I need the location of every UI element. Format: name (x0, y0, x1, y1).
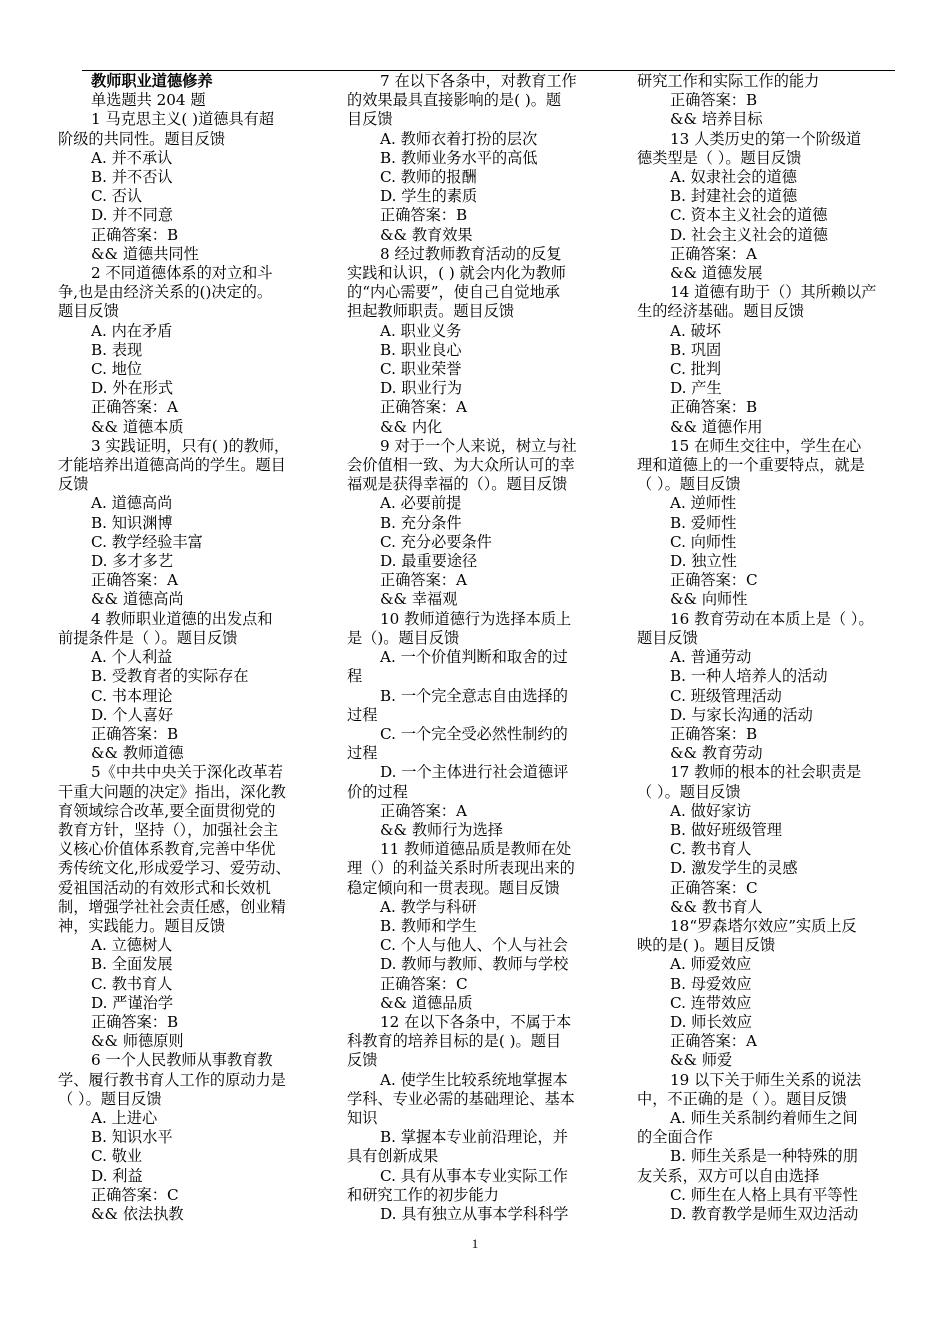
answer-option: C. 具有从事本专业实际工作 (380, 1166, 568, 1185)
answer-option: B. 教师和学生 (380, 916, 477, 935)
knowledge-point: && 培养目标 (670, 110, 763, 129)
knowledge-point: && 道德共同性 (91, 244, 199, 263)
text-line: 15 在师生交往中，学生在心 (670, 436, 862, 455)
correct-answer: 正确答案：A (91, 398, 178, 417)
text-line: 理（）的利益关系时所表现出来的 (347, 859, 575, 878)
answer-option: D. 独立性 (670, 552, 737, 571)
knowledge-point: && 教育效果 (380, 225, 473, 244)
text-line: 过程 (347, 744, 378, 763)
answer-option: C. 连带效应 (670, 993, 752, 1012)
knowledge-point: && 依法执教 (91, 1204, 184, 1223)
knowledge-point: && 道德发展 (670, 264, 763, 283)
answer-option: B. 做好班级管理 (670, 820, 782, 839)
answer-option: B. 职业良心 (380, 340, 462, 359)
answer-option: D. 激发学生的灵感 (670, 859, 798, 878)
text-line: 单选题共 204 题 (91, 91, 206, 110)
answer-option: B. 母爱效应 (670, 974, 752, 993)
text-line: （ ）。题目反馈 (637, 782, 741, 801)
text-line: 和研究工作的初步能力 (347, 1185, 499, 1204)
answer-option: A. 职业义务 (380, 321, 462, 340)
text-line: 反馈 (58, 475, 89, 494)
answer-option: B. 受教育者的实际存在 (91, 667, 249, 686)
answer-option: A. 必要前提 (380, 494, 462, 513)
answer-option: D. 严谨治学 (91, 993, 174, 1012)
correct-answer: 正确答案：B (670, 724, 758, 743)
text-line: 科教育的培养目标的是( )。题目 (347, 1032, 562, 1051)
text-line: （ ）。题目反馈 (58, 1089, 162, 1108)
correct-answer: 正确答案：B (91, 1012, 179, 1031)
answer-option: B. 充分条件 (380, 513, 462, 532)
answer-option: B. 爱师性 (670, 513, 737, 532)
text-line: 德类型是（ ）。题目反馈 (637, 148, 802, 167)
answer-option: D. 一个主体进行社会道德评 (380, 763, 569, 782)
answer-option: C. 书本理论 (91, 686, 173, 705)
correct-answer: 正确答案：B (670, 91, 758, 110)
answer-option: B. 教师业务水平的高低 (380, 148, 538, 167)
text-line: 才能培养出道德高尚的学生。题目 (58, 456, 286, 475)
text-line: 3 实践证明，只有( )的教师， (91, 436, 290, 455)
text-column-3 (637, 72, 899, 1224)
answer-option: A. 破坏 (670, 321, 721, 340)
answer-option: D. 学生的素质 (380, 187, 478, 206)
answer-option: C. 充分必要条件 (380, 532, 492, 551)
answer-option: D. 教育教学是师生双边活动 (670, 1204, 859, 1223)
text-line: 学、履行教书育人工作的原动力是 (58, 1070, 286, 1089)
text-line: 7 在以下各条中，对教育工作 (380, 72, 577, 90)
text-line: 秀传统文化,形成爱学习、爱劳动、 (58, 859, 291, 878)
answer-option: B. 并不否认 (91, 168, 173, 187)
answer-option: A. 师爱效应 (670, 955, 752, 974)
text-line: 19 以下关于师生关系的说法 (670, 1070, 862, 1089)
answer-option: D. 外在形式 (91, 379, 174, 398)
text-line: 过程 (347, 705, 378, 724)
text-line: 教育方针，坚持（），加强社会主 (58, 820, 279, 839)
correct-answer: 正确答案：C (380, 974, 468, 993)
answer-option: A. 个人利益 (91, 648, 173, 667)
text-line: 的全面合作 (637, 1128, 713, 1147)
text-line: 题目反馈 (637, 628, 698, 647)
correct-answer: 正确答案：A (670, 244, 757, 263)
text-line: 4 教师职业道德的出发点和 (91, 609, 273, 628)
text-line: 生的经济基础。题目反馈 (637, 302, 805, 321)
answer-option: D. 多才多艺 (91, 552, 174, 571)
text-line: 稳定倾向和一贯表现。题目反馈 (347, 878, 560, 897)
text-line: 12 在以下各条中，不属于本 (380, 1012, 572, 1031)
text-line: 8 经过教师教育活动的反复 (380, 244, 562, 263)
answer-option: B. 知识渊博 (91, 513, 173, 532)
knowledge-point: && 道德作用 (670, 417, 763, 436)
text-column-2 (347, 72, 609, 1224)
text-line: 知识 (347, 1108, 378, 1127)
correct-answer: 正确答案：C (670, 571, 758, 590)
text-line: 10 教师道德行为选择本质上 (380, 609, 572, 628)
answer-option: C. 教书育人 (91, 974, 173, 993)
answer-option: A. 立德树人 (91, 936, 173, 955)
text-line: 友关系，双方可以自由选择 (637, 1166, 820, 1185)
text-line: 价的过程 (347, 782, 408, 801)
knowledge-point: && 教师行为选择 (380, 820, 503, 839)
answer-option: D. 教师与教师、教师与学校 (380, 955, 569, 974)
text-line: 13 人类历史的第一个阶级道 (670, 129, 862, 148)
answer-option: A. 并不承认 (91, 148, 173, 167)
answer-option: D. 个人喜好 (91, 705, 174, 724)
knowledge-point: && 幸福观 (380, 590, 458, 609)
answer-option: C. 否认 (91, 187, 143, 206)
text-line: 具有创新成果 (347, 1147, 439, 1166)
answer-option: A. 教师衣着打扮的层次 (380, 129, 538, 148)
answer-option: B. 全面发展 (91, 955, 173, 974)
answer-option: C. 教师的报酬 (380, 168, 477, 187)
text-line: 反馈 (347, 1051, 378, 1070)
text-line: 爱祖国活动的有效形式和长效机 (58, 878, 271, 897)
knowledge-point: && 道德本质 (91, 417, 184, 436)
text-line: 中，不正确的是（ ）。题目反馈 (637, 1089, 847, 1108)
text-line: 映的是( )。题目反馈 (637, 936, 776, 955)
text-column-1 (58, 72, 320, 1224)
text-line: 14 道德有助于（）其所赖以产 (670, 283, 877, 302)
text-line: 程 (347, 667, 363, 686)
text-line: 理和道德上的一个重要特点，就是 (637, 456, 865, 475)
answer-option: D. 师长效应 (670, 1012, 753, 1031)
page-number: 1 (471, 1236, 479, 1251)
answer-option: A. 奴隶社会的道德 (670, 168, 797, 187)
knowledge-point: && 教育劳动 (670, 744, 763, 763)
answer-option: B. 一个完全意志自由选择的 (380, 686, 568, 705)
answer-option: C. 教学经验丰富 (91, 532, 203, 551)
knowledge-point: && 教师道德 (91, 744, 184, 763)
knowledge-point: && 内化 (380, 417, 443, 436)
knowledge-point: && 教书育人 (670, 897, 763, 916)
text-line: 研究工作和实际工作的能力 (637, 72, 820, 90)
knowledge-point: && 向师性 (670, 590, 748, 609)
answer-option: A. 道德高尚 (91, 494, 173, 513)
text-line: 的效果最具直接影响的是( )。题 (347, 91, 562, 110)
answer-option: C. 一个完全受必然性制约的 (380, 724, 568, 743)
answer-option: C. 师生在人格上具有平等性 (670, 1185, 858, 1204)
answer-option: C. 敬业 (91, 1147, 143, 1166)
text-line: 题目反馈 (58, 302, 119, 321)
answer-option: D. 产生 (670, 379, 722, 398)
answer-option: A. 普通劳动 (670, 648, 752, 667)
text-line: 前提条件是（ ）。题目反馈 (58, 628, 238, 647)
answer-option: A. 逆师性 (670, 494, 737, 513)
text-line: 制，增强学社社会责任感，创业精 (58, 897, 286, 916)
text-line: 16 教育劳动在本质上是（ ）。 (670, 609, 874, 628)
knowledge-point: && 师爱 (670, 1051, 733, 1070)
text-line: 的“内心需要”，使自己自觉地承 (347, 283, 560, 302)
text-line: 18“罗森塔尔效应”实质上反 (670, 916, 857, 935)
answer-option: A. 做好家访 (670, 801, 752, 820)
text-line: 是（)。题目反馈 (347, 628, 460, 647)
answer-option: B. 一种人培养人的活动 (670, 667, 828, 686)
correct-answer: 正确答案：B (91, 225, 179, 244)
answer-option: C. 地位 (91, 360, 143, 379)
answer-option: C. 资本主义社会的道德 (670, 206, 828, 225)
knowledge-point: && 师德原则 (91, 1032, 184, 1051)
text-line: 学科、专业必需的基础理论、基本 (347, 1089, 575, 1108)
answer-option: C. 班级管理活动 (670, 686, 782, 705)
text-line: 争,也是由经济关系的()决定的。 (58, 283, 273, 302)
text-line: 神，实践能力。题目反馈 (58, 916, 226, 935)
answer-option: D. 与家长沟通的活动 (670, 705, 813, 724)
text-line: 2 不同道德体系的对立和斗 (91, 264, 273, 283)
document-title: 教师职业道德修养 (91, 72, 213, 90)
answer-option: A. 师生关系制约着师生之间 (670, 1108, 858, 1127)
answer-option: B. 师生关系是一种特殊的朋 (670, 1147, 858, 1166)
text-line: 会价值相一致、为大众所认可的幸 (347, 456, 575, 475)
answer-option: B. 知识水平 (91, 1128, 173, 1147)
correct-answer: 正确答案：C (91, 1185, 179, 1204)
correct-answer: 正确答案：B (670, 398, 758, 417)
text-line: 17 教师的根本的社会职责是 (670, 763, 862, 782)
text-line: 1 马克思主义( )道德具有超 (91, 110, 275, 129)
answer-option: C. 向师性 (670, 532, 737, 551)
text-line: 11 教师道德品质是教师在处 (380, 840, 572, 859)
text-line: 干重大问题的决定》指出，深化教 (58, 782, 286, 801)
text-line: 目反馈 (347, 110, 393, 129)
correct-answer: 正确答案：C (670, 878, 758, 897)
answer-option: C. 批判 (670, 360, 722, 379)
answer-option: B. 表现 (91, 340, 143, 359)
text-line: 福观是获得幸福的（）。题目反馈 (347, 475, 568, 494)
answer-option: C. 个人与他人、个人与社会 (380, 936, 568, 955)
answer-option: B. 巩固 (670, 340, 722, 359)
answer-option: A. 内在矛盾 (91, 321, 173, 340)
text-line: 阶级的共同性。题目反馈 (58, 129, 226, 148)
answer-option: C. 教书育人 (670, 840, 752, 859)
answer-option: D. 职业行为 (380, 379, 463, 398)
text-line: （ ）。题目反馈 (637, 475, 741, 494)
answer-option: A. 使学生比较系统地掌握本 (380, 1070, 568, 1089)
answer-option: D. 社会主义社会的道德 (670, 225, 828, 244)
text-line: 6 一个人民教师从事教育教 (91, 1051, 273, 1070)
correct-answer: 正确答案：A (380, 801, 467, 820)
answer-option: D. 具有独立从事本学科科学 (380, 1204, 569, 1223)
correct-answer: 正确答案：A (380, 398, 467, 417)
correct-answer: 正确答案：A (670, 1032, 757, 1051)
answer-option: D. 最重要途径 (380, 552, 478, 571)
answer-option: B. 掌握本专业前沿理论，并 (380, 1128, 568, 1147)
answer-option: B. 封建社会的道德 (670, 187, 798, 206)
answer-option: D. 利益 (91, 1166, 143, 1185)
text-line: 义核心价值体系教育,完善中华优 (58, 840, 276, 859)
header-rule (82, 70, 895, 71)
text-line: 育领域综合改革,要全面贯彻党的 (58, 801, 276, 820)
answer-option: A. 一个价值判断和取舍的过 (380, 648, 568, 667)
correct-answer: 正确答案：A (380, 571, 467, 590)
text-line: 担起教师职责。题目反馈 (347, 302, 515, 321)
text-line: 5《中共中央关于深化改革若 (91, 763, 283, 782)
text-line: 实践和认识，( ) 就会内化为教师 (347, 264, 566, 283)
knowledge-point: && 道德高尚 (91, 590, 184, 609)
correct-answer: 正确答案：A (91, 571, 178, 590)
correct-answer: 正确答案：B (380, 206, 468, 225)
answer-option: A. 上进心 (91, 1108, 158, 1127)
answer-option: A. 教学与科研 (380, 897, 477, 916)
answer-option: C. 职业荣誉 (380, 360, 462, 379)
correct-answer: 正确答案：B (91, 724, 179, 743)
knowledge-point: && 道德品质 (380, 993, 473, 1012)
text-line: 9 对于一个人来说，树立与社 (380, 436, 577, 455)
answer-option: D. 并不同意 (91, 206, 174, 225)
